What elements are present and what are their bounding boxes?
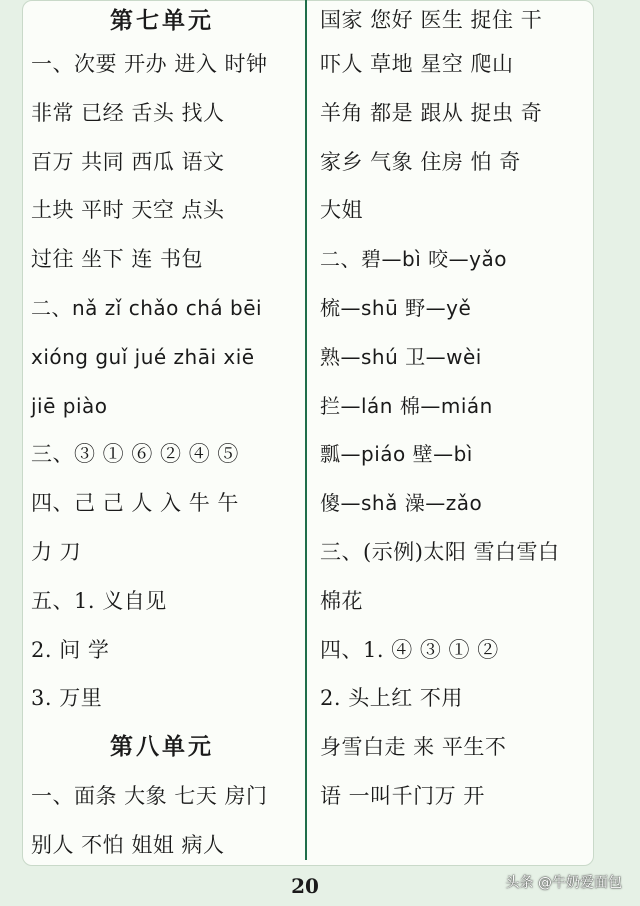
answer-line: 三、(示例)太阳 雪白雪白 [320,539,560,564]
answer-line: 别人 不怕 姐姐 病人 [31,832,225,857]
answer-line: 身雪白走 来 平生不 [320,735,507,760]
answer-line: 百万 共同 西瓜 语文 [31,149,225,174]
watermark: 头条 @牛奶爱面包 [505,875,622,891]
answer-line: 吓人 草地 星空 爬山 [320,52,514,76]
unit-8-heading: 第八单元 [110,734,214,761]
pinyin-line: xióng guǐ jué zhāi xiē [31,344,255,369]
page-number: 20 [291,874,319,898]
answer-line: 语 一叫千门万 开 [320,783,485,808]
answer-line: 3. 万里 [31,686,103,711]
answer-line: 国家 您好 医生 捉住 干 [320,8,543,32]
answer-line: 五、1. 义自见 [31,588,167,613]
answer-line: 四、1. ④ ③ ① ② [320,637,499,662]
answer-line: 一、面条 大象 七天 房门 [31,783,268,808]
answer-line: 非常 已经 舌头 找人 [31,100,225,125]
pinyin-line: 二、nǎ zǐ chǎo chá bēi [31,295,263,320]
answer-line: 三、③ ① ⑥ ② ④ ⑤ [31,442,239,467]
pinyin-line: 梳—shū 野—yě [320,295,472,320]
right-column [320,0,590,821]
answer-line: 土块 平时 天空 点头 [31,198,225,223]
pinyin-line: 瓢—piáo 壁—bì [320,442,473,467]
answer-line: 过往 坐下 连 书包 [31,247,204,272]
answer-line: 大姐 [320,198,363,223]
pinyin-line: 熟—shú 卫—wèi [320,344,482,369]
unit-7-heading: 第七单元 [110,8,214,34]
pinyin-line: jiē piào [31,393,108,418]
answer-line: 棉花 [320,588,363,613]
left-column [31,0,293,870]
column-divider [305,0,307,860]
pinyin-line: 二、碧—bì 咬—yǎo [320,247,507,272]
answer-line: 2. 头上红 不用 [320,686,463,711]
answer-line: 一、次要 开办 进入 时钟 [31,52,268,76]
answer-line: 四、己 己 人 入 牛 午 [31,491,239,516]
answer-line: 家乡 气象 住房 怕 奇 [320,149,521,174]
answer-line: 羊角 都是 跟从 捉虫 奇 [320,100,543,125]
answer-line: 2. 问 学 [31,637,110,662]
pinyin-line: 傻—shǎ 澡—zǎo [320,491,483,516]
answer-line: 力 刀 [31,539,82,564]
pinyin-line: 拦—lán 棉—mián [320,393,493,418]
